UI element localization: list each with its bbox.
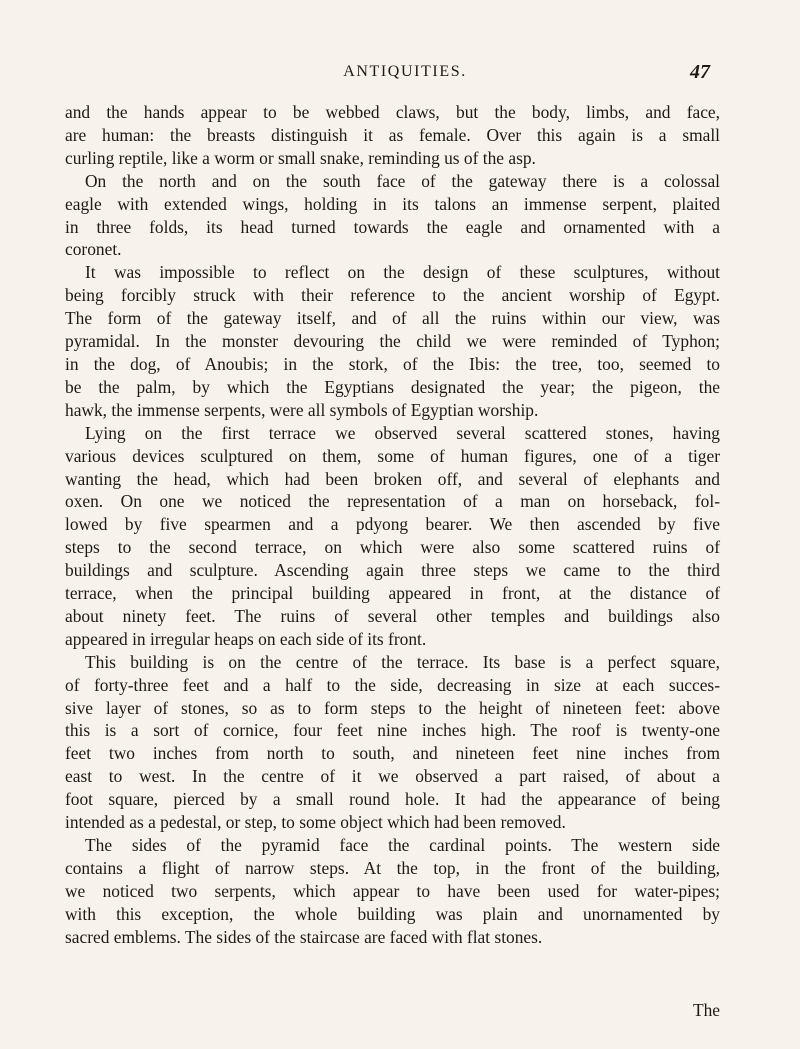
- text-line: pyramidal. In the monster devouring the child we were reminded of Typhon;: [65, 331, 720, 352]
- text-line: steps to the second terrace, on which were also some scattered ruins of: [65, 537, 720, 558]
- text-line: various devices sculptured on them, some of human figures, one of a tiger: [65, 445, 720, 466]
- text-line: intended as a pedestal, or step, to some object which had been removed.: [65, 812, 566, 833]
- text-line: appeared in irregular heaps on each side of its front.: [65, 628, 427, 649]
- text-line: terrace, when the principal building appeared in front, at the distance of: [65, 583, 720, 604]
- text-line: about ninety feet. The ruins of several other temples and buildings also: [65, 605, 720, 626]
- text-line: coronet.: [65, 239, 122, 260]
- paragraph: [65, 261, 720, 421]
- running-title: ANTIQUITIES.: [343, 63, 467, 80]
- text-line: feet two inches from north to south, and nineteen feet nine inches from: [65, 743, 720, 764]
- text-line: we noticed two serpents, which appear to have been used for water-pipes;: [65, 880, 720, 901]
- text-line: The form of the gateway itself, and of all the ruins within our view, was: [65, 308, 720, 329]
- text-line: in three folds, its head turned towards the eagle and ornamented with a: [65, 216, 720, 237]
- text-line: this is a sort of cornice, four feet nine inches high. The roof is twenty-one: [65, 720, 720, 741]
- text-line: be the palm, by which the Egyptians designated the year; the pigeon, the: [65, 376, 720, 397]
- text-line: foot square, pierced by a small round hole. It had the appearance of being: [65, 789, 720, 810]
- text-line: curling reptile, like a worm or small snake, reminding us of the asp.: [65, 147, 536, 168]
- text-line: It was impossible to reflect on the design of these sculptures, without: [85, 262, 720, 283]
- text-line: wanting the head, which had been broken off, and several of elephants and: [65, 468, 720, 489]
- paragraph: [65, 834, 720, 949]
- paragraph: [65, 101, 720, 170]
- text-line: in the dog, of Anoubis; in the stork, of the Ibis: the tree, too, seemed to: [65, 353, 720, 374]
- page-number: 47: [690, 61, 710, 83]
- text-line: with this exception, the whole building was plain and unornamented by: [65, 903, 720, 924]
- text-line: sacred emblems. The sides of the staircase are faced with flat stones.: [65, 926, 543, 947]
- catchword: The: [692, 1000, 720, 1020]
- text-line: This building is on the centre of the terrace. Its base is a perfect square,: [85, 651, 720, 672]
- body-text: [65, 101, 720, 949]
- text-line: eagle with extended wings, holding in its talons an immense serpent, plaited: [65, 193, 720, 214]
- text-line: oxen. On one we noticed the representation of a man on horseback, fol-: [65, 491, 720, 512]
- paragraph: [65, 422, 720, 651]
- text-line: hawk, the immense serpents, were all symbols of Egyptian worship.: [65, 399, 539, 420]
- text-line: On the north and on the south face of the gateway there is a colossal: [85, 170, 720, 191]
- text-line: lowed by five spearmen and a pdyong bearer. We then ascended by five: [65, 514, 720, 535]
- text-line: east to west. In the centre of it we observed a part raised, of about a: [65, 766, 720, 787]
- text-line: and the hands appear to be webbed claws, but the body, limbs, and face,: [65, 102, 720, 122]
- text-line: sive layer of stones, so as to form steps to the height of nineteen feet: above: [65, 697, 720, 718]
- text-line: buildings and sculpture. Ascending again three steps we came to the third: [65, 560, 720, 581]
- paragraph: [65, 651, 720, 834]
- text-line: Lying on the first terrace we observed several scattered stones, having: [85, 422, 720, 443]
- text-line: The sides of the pyramid face the cardinal points. The western side: [85, 835, 720, 855]
- paragraph: [65, 170, 720, 262]
- text-line: of forty-three feet and a half to the side, decreasing in size at each succes-: [65, 674, 720, 695]
- text-line: are human: the breasts distinguish it as female. Over this again is a small: [65, 124, 720, 145]
- text-line: being forcibly struck with their reference to the ancient worship of Egypt.: [65, 285, 720, 306]
- text-line: contains a flight of narrow steps. At the top, in the front of the building,: [65, 857, 720, 878]
- running-head: [100, 63, 710, 89]
